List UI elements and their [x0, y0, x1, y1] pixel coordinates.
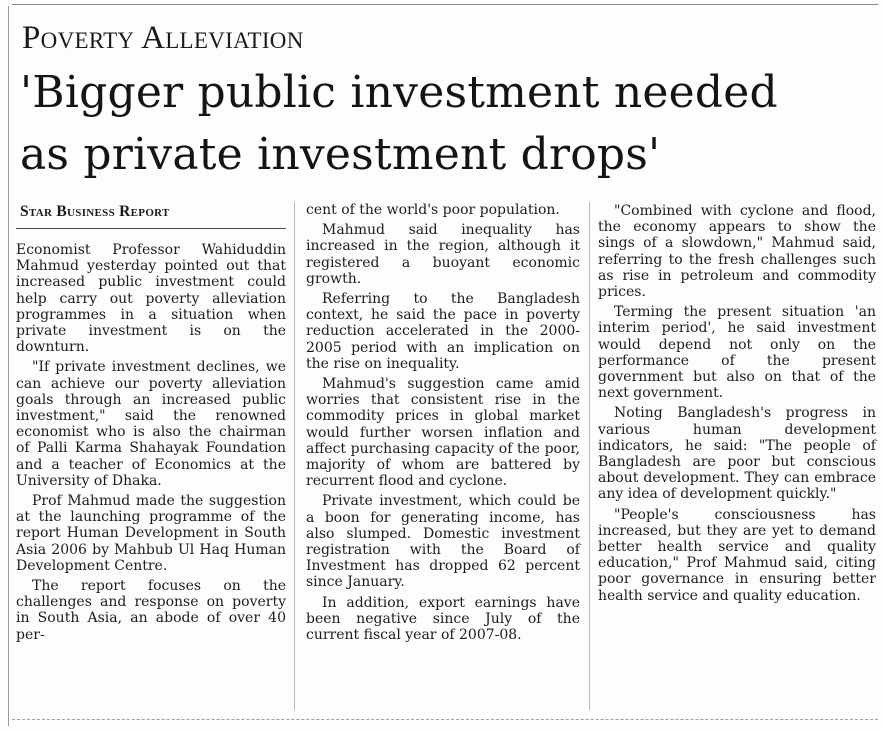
paragraph: In addition, export earnings have been negative since July of the current fiscal year of 2007-08. [306, 594, 580, 644]
paragraph: Mahmud's suggestion came amid worries that consistent rise in the commodity prices in global market would further worsen inflation and affect purchasing capacity of the poor, majority of whom are battered by recurrent flood and cyclone. [306, 376, 580, 490]
section-kicker: Poverty Alleviation [22, 20, 304, 56]
paragraph: "People's consciousness has increased, but they are yet to demand better health service and quality education," Prof Mahmud said, citing poor governance in ensuring better health service and quality education. [598, 506, 876, 604]
paragraph: Terming the present situation 'an interim period', he said investment would depend not only on the performance of the present government but also on that of the next government. [598, 304, 876, 402]
bottom-rule [12, 719, 878, 720]
paragraph: The report focuses on the challenges and response on poverty in South Asia, an abode of over 40 per- [16, 578, 286, 643]
paragraph: "Combined with cyclone and flood, the economy appears to show the sings of a slowdown," Mahmud said, referring to the fresh challenges such as rise in petroleum and commodity prices. [598, 203, 876, 301]
headline-line-2: as private investment drops' [20, 129, 661, 180]
headline [20, 62, 880, 186]
article-column-3 [598, 203, 876, 608]
byline: Star Business Report [20, 203, 170, 220]
paragraph: Private investment, which could be a boon for generating income, has also slumped. Domestic investment registration with the Board of Investment has dropped 62 percent since January. [306, 493, 580, 591]
top-rule [12, 4, 878, 5]
paragraph: Prof Mahmud made the suggestion at the launching programme of the report Human Development in South Asia 2006 by Mahbub Ul Haq Human Development Centre. [16, 493, 286, 574]
paragraph: "If private investment declines, we can achieve our poverty alleviation goals through an increased public investment," said the renowned economist who is also the chairman of Palli Karma Shahayak Foundation and a teacher of Economics at the University of Dhaka. [16, 359, 286, 489]
article-column-2 [306, 202, 580, 647]
paragraph: cent of the world's poor population. [306, 202, 560, 218]
column-separator-1 [294, 202, 295, 710]
byline-rule [16, 228, 286, 229]
paragraph: Noting Bangladesh's progress in various human development indicators, he said: "The people of Bangladesh are poor but conscious about development. They can embrace any idea of development quickly." [598, 405, 876, 503]
paragraph: Economist Professor Wahiduddin Mahmud yesterday pointed out that increased public investment could help carry out poverty alleviation programmes in a situation when private investment is on the downturn. [16, 242, 286, 356]
headline-line-1: 'Bigger public investment needed [20, 67, 778, 118]
left-edge-rule [8, 6, 9, 726]
article-column-1 [16, 202, 286, 647]
paragraph: Mahmud said inequality has increased in the region, although it registered a buoyant economic growth. [306, 222, 580, 287]
paragraph: Referring to the Bangladesh context, he said the pace in poverty reduction accelerated in the 2000-2005 period with an implication on the rise on inequality. [306, 291, 580, 372]
column-separator-2 [589, 202, 590, 710]
